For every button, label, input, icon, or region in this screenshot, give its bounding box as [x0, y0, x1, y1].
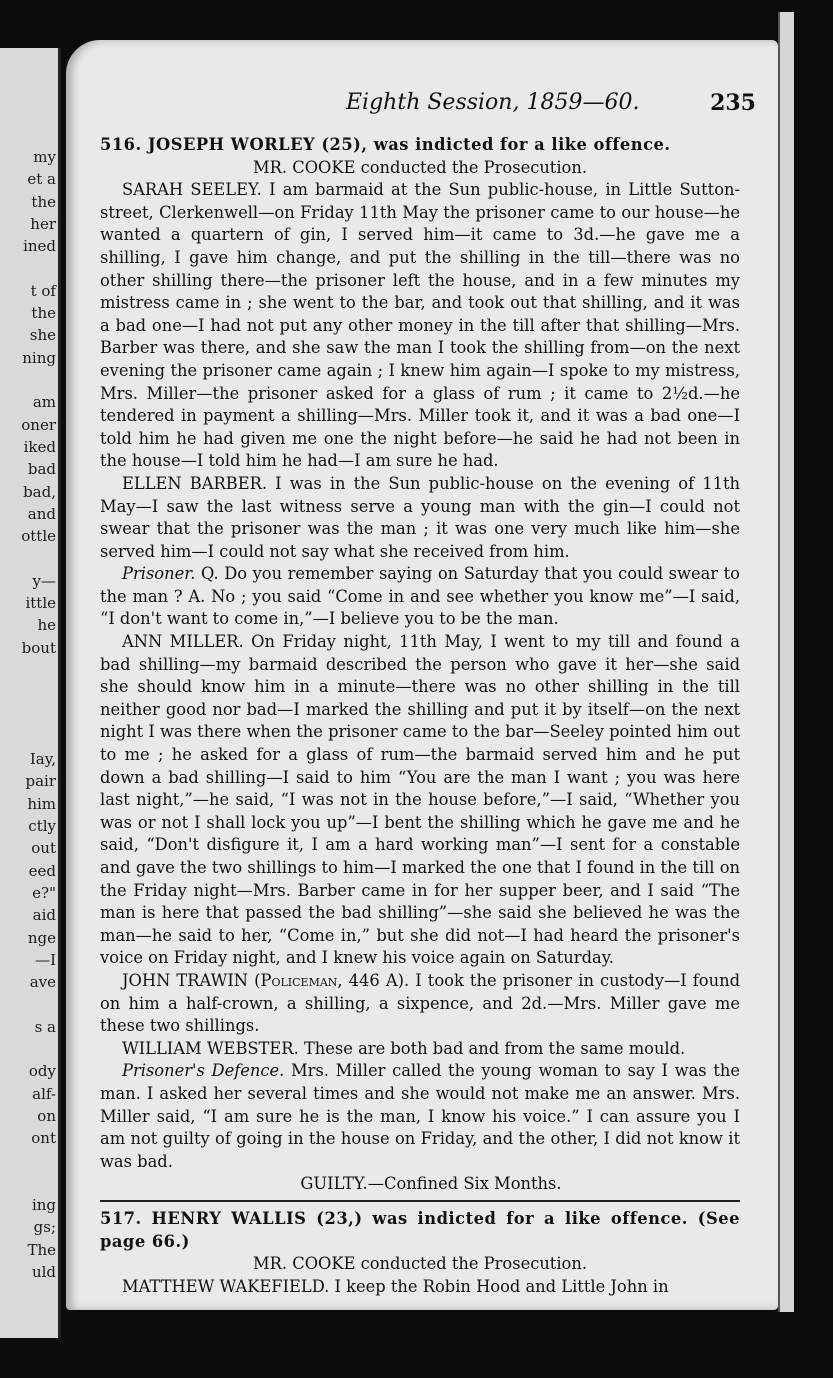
- facing-page-fragment: pair: [25, 772, 56, 791]
- facing-page-fragment: her: [30, 214, 56, 233]
- facing-page-fragment: oner: [21, 415, 56, 434]
- page-edge-stack: [778, 12, 794, 1312]
- running-header: [266, 90, 756, 118]
- page-body: [100, 134, 740, 1298]
- facing-page-fragment: bad: [27, 460, 56, 479]
- testimony-paragraph: [100, 1276, 740, 1299]
- facing-page-fragment: eed: [28, 861, 56, 880]
- facing-page-fragment: s a: [34, 1017, 56, 1036]
- facing-page-fragment: ined: [23, 237, 56, 256]
- witness-name: ANN MILLER.: [122, 632, 244, 652]
- facing-page-fragment: the: [31, 192, 56, 211]
- facing-page-fragment: alf-: [32, 1084, 56, 1103]
- facing-page-fragment: am: [32, 393, 56, 412]
- session-title: Eighth Session, 1859—60.: [346, 90, 640, 115]
- testimony-text: I am barmaid at the Sun public-house, in Little Sutton-street, Clerkenwell—on Friday 11th May the prisoner came to our house—he wanted a quartern of gin, I served him—it came to 3d.—he gave me a shilling, I gave him change, and put the shilling in the till—there was no other shilling there—the prisoner left the house, and in a few minutes my mistress came in ; she went to the bar, and took out that shilling, and it was a bad one—I had not put any other money in the till after that shilling—Mrs. Barber was there, and she saw the man I took the shilling from—on the next evening the prisoner came again ; I knew him again—I spoke to my mistress, Mrs. Miller—the prisoner asked for a glass of rum ; it came to 2½d.—he tendered in payment a shilling—Mrs. Miller took it, and it was a bad one—I told him he had given me one the night before—he said he had not been in the house—I told him he had—I am sure he had.: [100, 180, 740, 471]
- testimony-text: I was in the Sun public-house on the evening of 11th May—I saw the last witness serve a young man with the gin—I could not swear that the prisoner was the man ; it was one very much like him—she served him—I could not say what she received from him.: [100, 473, 740, 561]
- facing-page-fragment: and: [27, 504, 56, 523]
- facing-page-fragment: bout: [21, 638, 56, 657]
- facing-page-fragment: the: [31, 304, 56, 323]
- facing-page-fragment: nge: [27, 928, 56, 947]
- facing-page-fragment: t of: [30, 281, 56, 300]
- facing-page-edge: [0, 48, 61, 1338]
- facing-page-fragment: ave: [29, 973, 56, 992]
- testimony-paragraph: [100, 631, 740, 970]
- facing-page-fragment: Iay,: [29, 750, 56, 769]
- witness-name: Prisoner.: [122, 564, 196, 584]
- facing-page-fragment: The: [27, 1240, 56, 1259]
- facing-page-fragment: ottle: [21, 527, 56, 546]
- facing-page-fragment: ing: [31, 1196, 56, 1215]
- facing-page-fragment: he: [37, 616, 56, 635]
- facing-page-fragment: —I: [35, 950, 56, 969]
- book-page: [66, 40, 778, 1310]
- facing-page-fragment: iked: [23, 437, 56, 456]
- testimony-paragraph: [100, 1060, 740, 1173]
- case-divider: [100, 1200, 740, 1202]
- facing-page-fragment: uld: [31, 1263, 56, 1281]
- prosecution-line-517: MR. COOKE conducted the Prosecution.: [252, 1254, 588, 1274]
- facing-page-fragment: e?": [32, 883, 56, 902]
- facing-page-fragment: him: [27, 794, 56, 813]
- facing-page-fragment: ctly: [28, 817, 56, 835]
- testimony-paragraph: [100, 563, 740, 631]
- witness-name: MATTHEW WAKEFIELD.: [122, 1276, 330, 1296]
- witness-name: JOHN TRAWIN (Policeman, 446 A).: [122, 970, 410, 990]
- witness-name: SARAH SEELEY.: [122, 180, 262, 200]
- testimony-paragraph: [100, 1038, 740, 1061]
- page-number: 235: [710, 90, 756, 116]
- testimony-paragraph: [100, 970, 740, 1038]
- facing-page-fragment: my: [33, 148, 56, 166]
- facing-page-fragment: on: [37, 1106, 56, 1125]
- facing-page-fragment: ont: [31, 1129, 56, 1148]
- witness-name: ELLEN BARBER.: [122, 473, 268, 493]
- testimony-text: I took the prisoner in custody—I found on him a half-crown, a shilling, a sixpence, and 2d.—Mrs. Miller gave me these two shillings.: [100, 970, 741, 1036]
- facing-page-fragment: et a: [27, 170, 56, 189]
- facing-page-fragment: bad,: [23, 482, 56, 501]
- witness-name: Prisoner's Defence.: [122, 1061, 285, 1081]
- facing-page-fragment: ody: [28, 1062, 56, 1081]
- facing-page-fragment: y—: [32, 571, 56, 590]
- testimony-text: These are both bad and from the same mould.: [303, 1038, 686, 1058]
- testimony-paragraph: [100, 179, 740, 473]
- testimony-text: Q. Do you remember saying on Saturday that you could swear to the man ? A. No ; you said “Come in and see whether you know me”—I said, “I don't want to come in,”—I believe you to be the man.: [100, 564, 740, 629]
- facing-page-fragment: she: [29, 326, 56, 345]
- case-heading-516: 516. JOSEPH WORLEY (25), was indicted for a like offence.: [100, 135, 671, 154]
- witness-name: WILLIAM WEBSTER.: [122, 1038, 299, 1058]
- facing-page-fragment: ittle: [25, 594, 56, 612]
- facing-page-fragment: ning: [22, 348, 56, 367]
- case-heading-517: 517. HENRY WALLIS (23,) was indicted for a like offence. (See page 66.): [100, 1208, 740, 1251]
- facing-page-fragment: aid: [32, 906, 56, 925]
- facing-page-fragment: out: [31, 839, 56, 858]
- testimony-text: On Friday night, 11th May, I went to my till and found a bad shilling—my barmaid described the person who gave it her—she said she should know him in a minute—there was no other shilling in the till neither good nor bad—I marked the shilling and put it by itself—on the next night I was there when the prisoner came to the bar—Seeley pointed him out to me ; he asked for a glass of rum—the barmaid served him and he put down a bad shilling—I said to him “You are the man I want ; you was here last night,”—he said, “I was not in the house before,”—I said, “Whether you was or not I shall lock you up”—I bent the shilling which he gave me and he said, “Don't disfigure it, I am a hard working man”—I sent for a constable and gave the two shillings to him—I marked the one that I found in the till on the Friday night—Mrs. Barber came in for her supper beer, and I said “The man is here that passed the bad shilling”—she said she believed he was the man—he said to her, “Come in,” but she did not—I had heard the prisoner's voice on Friday night, and I knew his voice again on Saturday.: [100, 632, 740, 968]
- testimony-paragraph: [100, 473, 740, 563]
- testimony-text: I keep the Robin Hood and Little John in: [334, 1276, 669, 1296]
- facing-page-fragment: gs;: [33, 1218, 56, 1237]
- prosecution-line-516: MR. COOKE conducted the Prosecution.: [252, 157, 588, 177]
- testimony-text: Mrs. Miller called the young woman to say I was the man. I asked her several times and she would not make me an answer. Mrs. Miller said, “I am sure he is the man, I know his voice.” I can assure you I am not guilty of going in the house on Friday, and the other, I did not know it was bad.: [100, 1061, 741, 1171]
- verdict: GUILTY.—Confined Six Months.: [300, 1174, 562, 1194]
